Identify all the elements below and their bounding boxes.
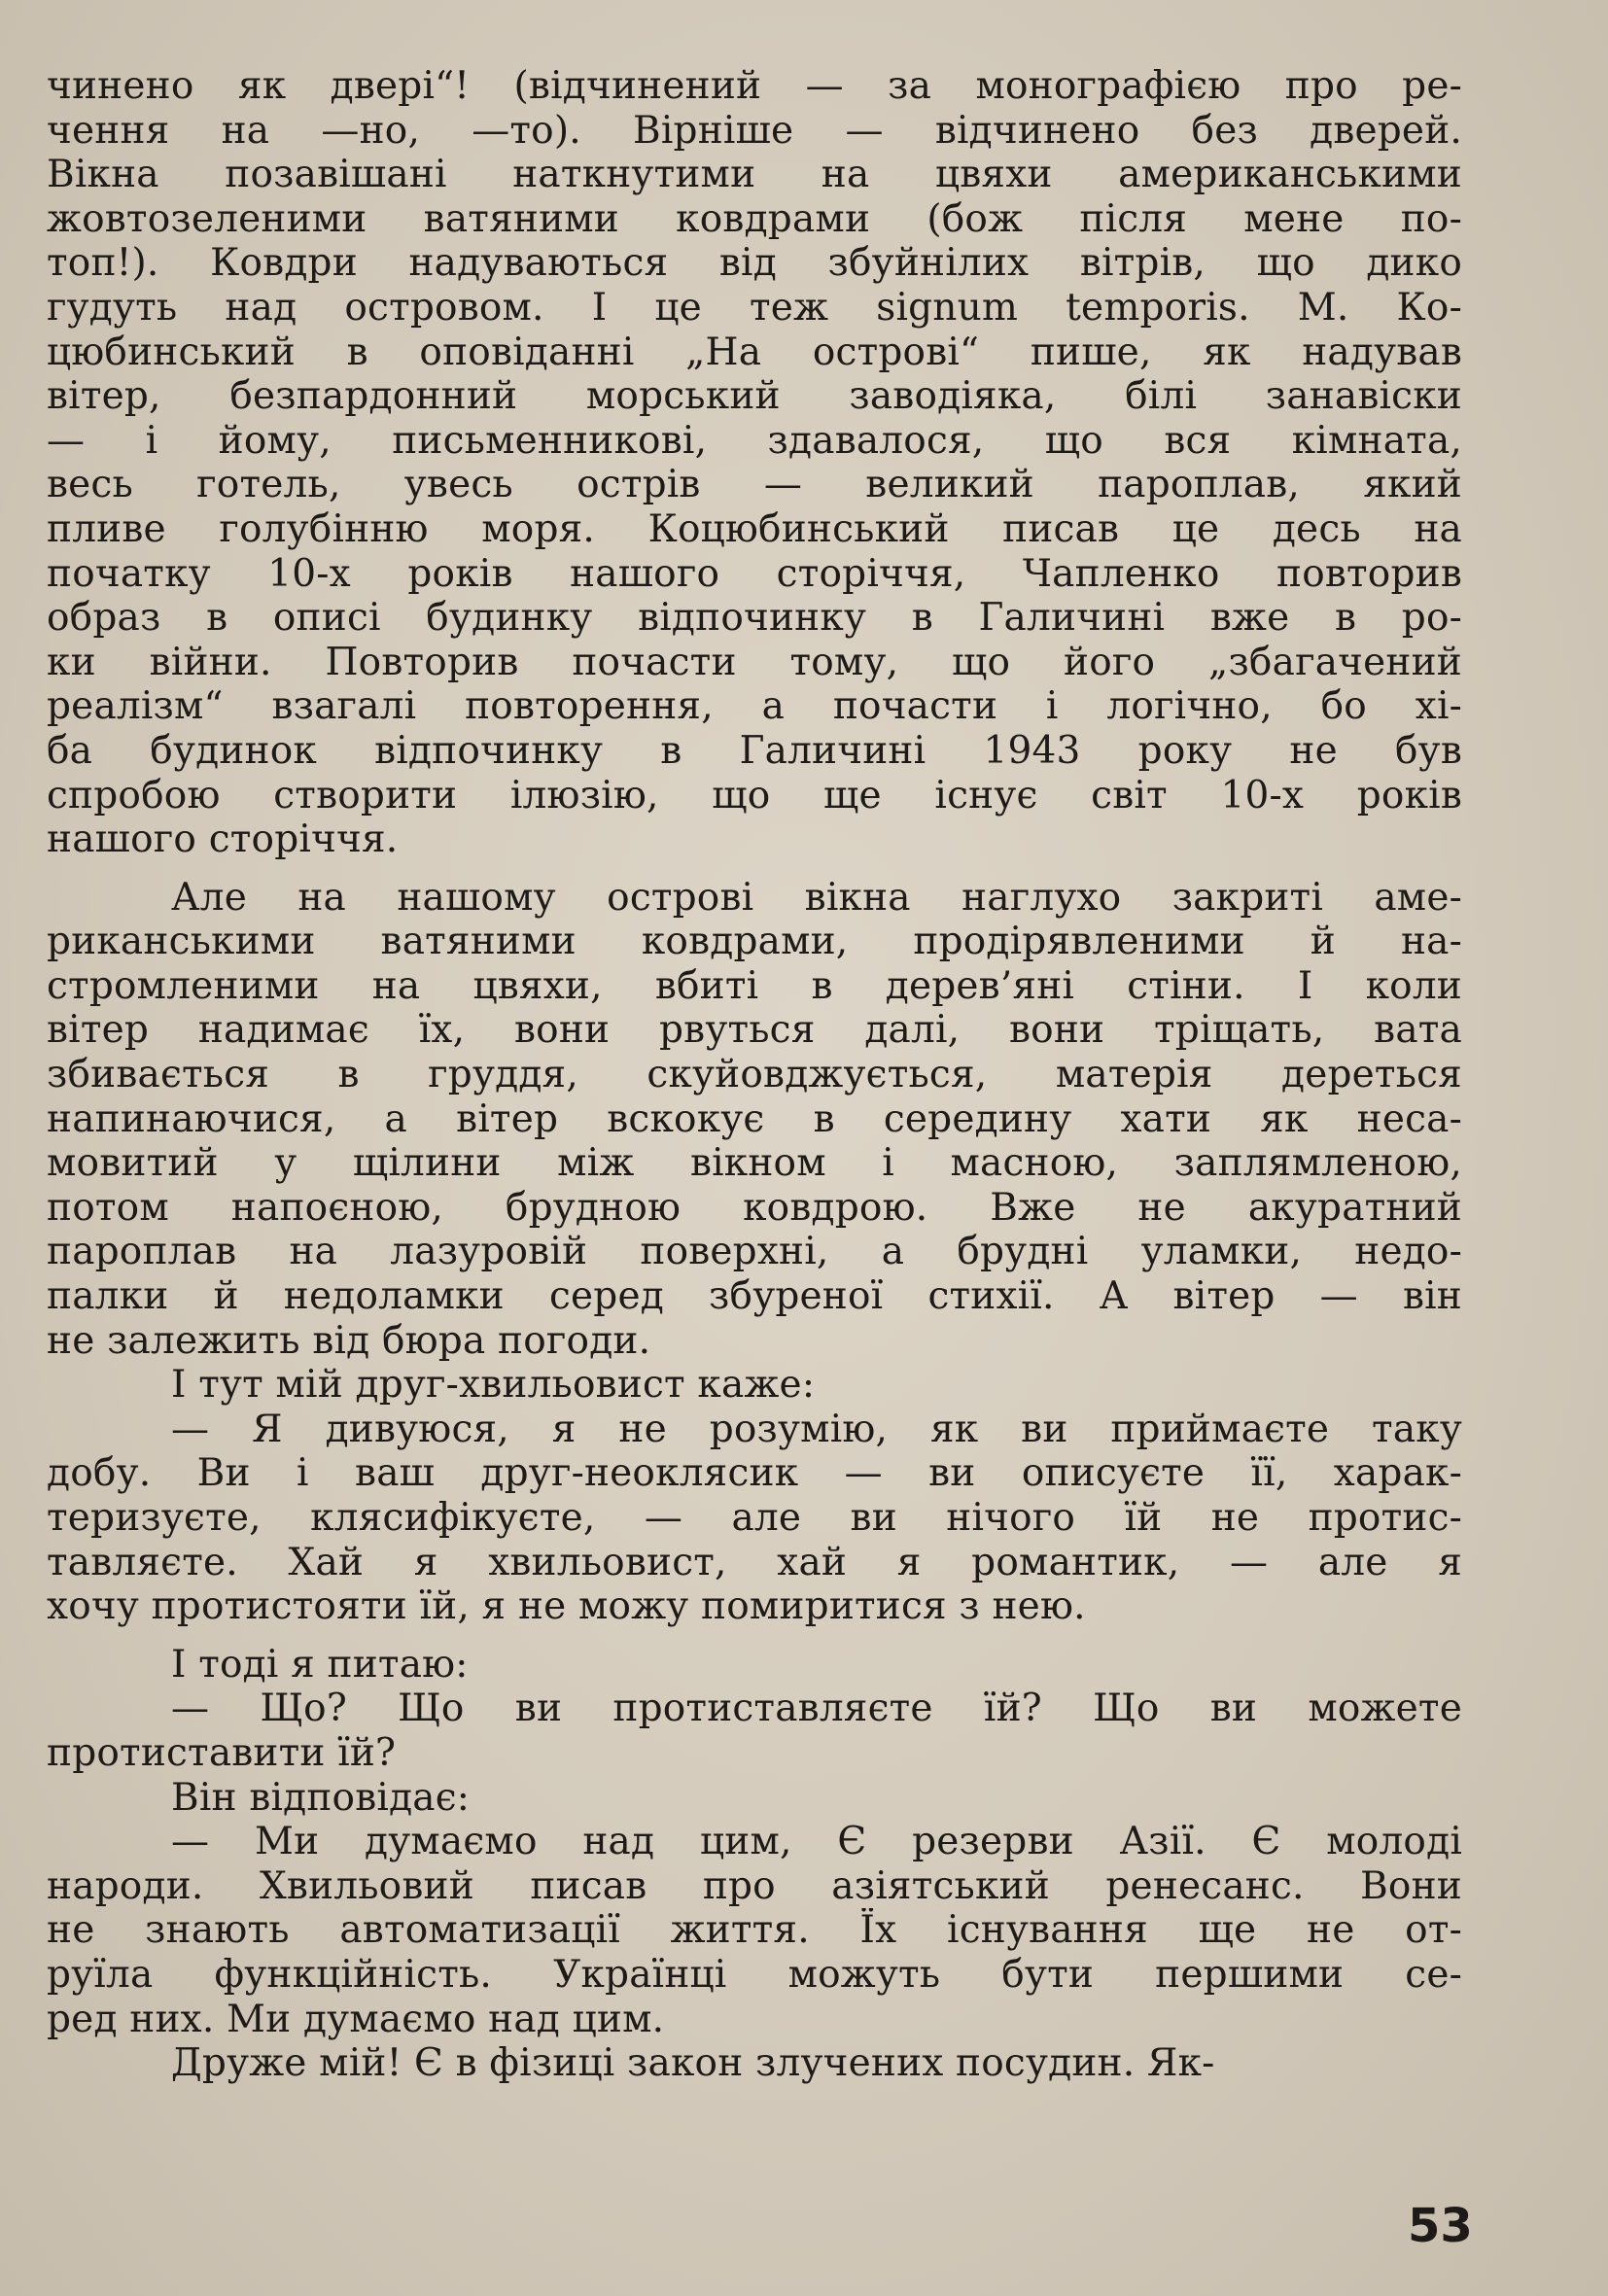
text-line: добу. Ви і ваш друг-неоклясик — ви описуєте її, харак-: [47, 1451, 1462, 1496]
text-line: цюбинський в оповіданні „На острові“ пише, як надував: [47, 330, 1462, 374]
paragraph-gap: [47, 862, 1462, 876]
text-line: ки війни. Повторив почасти тому, що його „збагачений: [47, 640, 1462, 684]
text-line: І тут мій друг-хвильовист каже:: [171, 1363, 816, 1408]
text-line: Але на нашому острові вікна наглухо закриті аме-: [171, 875, 1462, 920]
text-line: чинено як двері“! (відчинений — за монографією про ре-: [47, 64, 1462, 108]
text-line: гудуть над островом. І це теж signum temporis. М. Ко-: [47, 285, 1462, 330]
text-line: риканськими ватяними ковдрами, продірявленими й на-: [47, 920, 1462, 964]
text-line: Вікна позавішані наткнутими на цвяхи американськими: [47, 153, 1462, 197]
text-line: хочу протистояти їй, я не можу помиритися з нею.: [47, 1584, 1086, 1629]
text-line: тавляєте. Хай я хвильовист, хай я романтик, — але я: [47, 1540, 1462, 1584]
body-text: [47, 64, 1462, 2086]
text-line: жовтозеленими ватяними ковдрами (бож після мене по-: [47, 196, 1462, 241]
text-line: збивається в груддя, скуйовджується, матерія дереться: [47, 1053, 1462, 1097]
text-line: не залежить від бюра погоди.: [47, 1318, 651, 1363]
text-line: І тоді я питаю:: [171, 1642, 469, 1687]
text-line: теризуєте, клясифікуєте, — але ви нічого їй не протис-: [47, 1496, 1462, 1540]
text-line: пароплав на лазуровій поверхні, а брудні уламки, недо-: [47, 1230, 1462, 1274]
text-line: — Ми думаємо над цим, Є резерви Азії. Є молоді: [171, 1820, 1462, 1864]
text-line: ред них. Ми думаємо над цим.: [47, 1997, 665, 2041]
text-line: початку 10-х років нашого сторіччя, Чапленко повторив: [47, 551, 1462, 596]
paragraph-gap: [47, 1629, 1462, 1643]
text-line: вітер, безпардонний морський заводіяка, білі занавіски: [47, 374, 1462, 419]
text-line: — Я дивуюся, я не розумію, як ви приймаєте таку: [171, 1407, 1462, 1451]
text-line: вітер надимає їх, вони рвуться далі, вони тріщать, вата: [47, 1008, 1462, 1053]
text-line: потом напоєною, брудною ковдрою. Вже не акуратний: [47, 1185, 1462, 1230]
text-line: — Що? Що ви протиставляєте їй? Що ви можете: [171, 1687, 1462, 1731]
text-line: не знають автоматизації життя. Їх існування ще не от-: [47, 1908, 1462, 1953]
text-line: топ!). Ковдри надуваються від збуйнілих вітрів, що дико: [47, 241, 1462, 286]
text-line: протиставити їй?: [47, 1730, 397, 1775]
page-number: 53: [1408, 2199, 1473, 2253]
text-line: весь готель, увесь острів — великий пароплав, який: [47, 463, 1462, 507]
text-line: — і йому, письменникові, здавалося, що вся кімната,: [47, 418, 1462, 463]
text-line: Друже мій! Є в фізиці закон злучених посудин. Як-: [171, 2041, 1215, 2086]
text-line: нашого сторіччя.: [47, 818, 399, 862]
text-line: спробою створити ілюзію, що ще існує світ 10-х років: [47, 773, 1462, 818]
text-line: палки й недоламки серед збуреної стихії. А вітер — він: [47, 1274, 1462, 1319]
text-line: стромленими на цвяхи, вбиті в дерев’яні стіни. І коли: [47, 963, 1462, 1008]
text-line: реалізм“ взагалі повторення, а почасти і логічно, бо хі-: [47, 684, 1462, 729]
text-line: напинаючися, а вітер вскокує в середину хати як неса-: [47, 1096, 1462, 1141]
text-line: народи. Хвильовий писав про азіятський ренесанс. Вони: [47, 1863, 1462, 1908]
text-line: Він відповідає:: [171, 1775, 471, 1820]
text-line: образ в описі будинку відпочинку в Галичині вже в ро-: [47, 596, 1462, 641]
text-line: ба будинок відпочинку в Галичині 1943 року не був: [47, 728, 1462, 773]
text-line: мовитий у щілини між вікном і масною, заплямленою,: [47, 1141, 1462, 1186]
text-line: чення на —но, —то). Вірніше — відчинено без дверей.: [47, 108, 1462, 153]
text-line: пливе голубінню моря. Коцюбинський писав це десь на: [47, 506, 1462, 551]
text-line: руїла функційність. Українці можуть бути першими се-: [47, 1952, 1462, 1997]
